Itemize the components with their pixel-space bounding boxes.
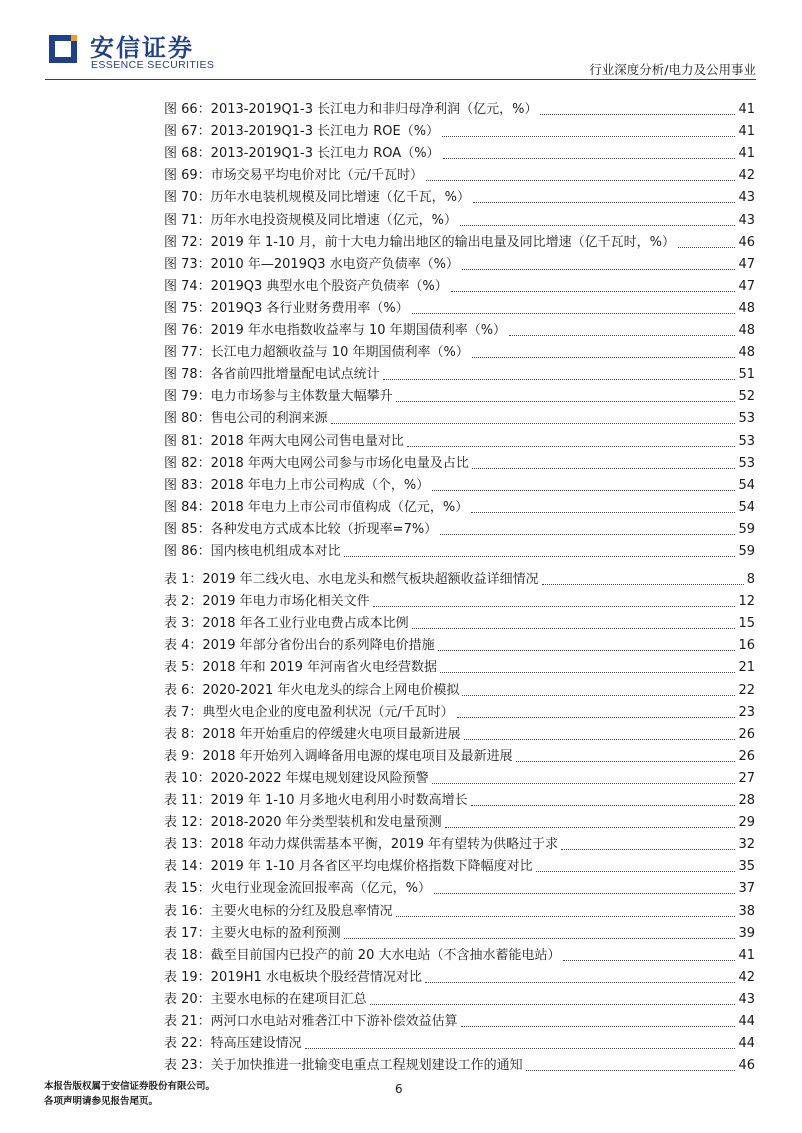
toc-page-number: 8 <box>746 572 755 587</box>
toc-dot-leader <box>438 650 736 651</box>
toc-entry-title: 图 81：2018 年两大电网公司售电量对比 <box>164 433 404 449</box>
figure-toc-entry[interactable] <box>164 208 755 230</box>
toc-entry-title: 图 80：售电公司的利润来源 <box>164 411 328 427</box>
copyright-notice: 本报告版权属于安信证券股份有限公司。 <box>44 1081 216 1092</box>
toc-page-number: 53 <box>738 411 755 427</box>
toc-page-number: 54 <box>738 477 755 493</box>
toc-page-number: 53 <box>738 455 755 471</box>
toc-dot-leader <box>451 291 736 292</box>
toc-dot-leader <box>443 158 736 159</box>
toc-dot-leader <box>412 313 736 314</box>
toc-page-number: 22 <box>738 682 755 698</box>
toc-page-number: 15 <box>738 616 755 632</box>
toc-dot-leader <box>396 401 736 402</box>
figure-toc-entry[interactable] <box>164 97 755 119</box>
table-toc-entry[interactable] <box>164 899 755 921</box>
toc-entry-title: 图 82：2018 年两大电网公司参与市场化电量及占比 <box>164 455 469 471</box>
figure-toc-entry[interactable] <box>164 384 755 406</box>
toc-entry-title: 表 16：主要火电标的分红及股息率情况 <box>164 903 393 919</box>
toc-page-number: 41 <box>738 146 755 162</box>
toc-entry-title: 表 20：主要水电标的在建项目汇总 <box>164 991 367 1007</box>
disclaimer-notice: 各项声明请参见报告尾页。 <box>44 1096 159 1107</box>
toc-dot-leader <box>331 423 736 424</box>
toc-dot-leader <box>678 247 735 248</box>
table-toc-entry[interactable] <box>164 611 755 633</box>
figure-toc-entry[interactable] <box>164 274 755 296</box>
table-toc-entry[interactable] <box>164 1053 755 1075</box>
toc-page-number: 27 <box>738 770 755 786</box>
toc-dot-leader <box>563 960 735 961</box>
toc-dot-leader <box>440 672 735 673</box>
figure-toc-entry[interactable] <box>164 119 755 141</box>
toc-page-number: 43 <box>738 190 755 206</box>
toc-dot-leader <box>412 628 736 629</box>
toc-dot-leader <box>432 783 736 784</box>
toc-dot-leader <box>344 556 736 557</box>
toc-dot-leader <box>472 468 736 469</box>
toc-entry-title: 表 2：2019 年电力市场化相关文件 <box>164 594 370 610</box>
toc-entry-title: 表 8：2018 年开始重启的停缓建火电项目最新进展 <box>164 726 461 742</box>
toc-entry-title: 图 67：2013-2019Q1-3 长江电力 ROE（%） <box>164 124 440 140</box>
table-toc-entry[interactable] <box>164 678 755 700</box>
toc-entry-title: 图 84：2018 年电力上市公司市值构成（亿元，%） <box>164 499 469 515</box>
toc-entry-title: 表 19：2019H1 水电板块个股经营情况对比 <box>164 969 422 985</box>
toc-page-number: 26 <box>738 748 755 764</box>
toc-entry-title: 表 17：主要火电标的盈利预测 <box>164 925 341 941</box>
toc-page-number: 42 <box>738 168 755 184</box>
toc-dot-leader <box>440 534 735 535</box>
toc-page-number: 48 <box>738 345 755 361</box>
toc-page-number: 52 <box>738 389 755 405</box>
toc-page-number: 41 <box>738 947 755 963</box>
figure-toc-entry[interactable] <box>164 539 755 561</box>
toc-page-number: 38 <box>738 903 755 919</box>
toc-dot-leader <box>536 871 736 872</box>
page-number: 6 <box>395 1082 403 1096</box>
figure-toc-entry[interactable] <box>164 185 755 207</box>
toc-entry-title: 图 75：2019Q3 各行业财务费用率（%） <box>164 300 409 316</box>
table-toc-entry[interactable] <box>164 567 755 589</box>
toc-page-number: 41 <box>738 102 755 117</box>
toc-page-number: 46 <box>738 234 755 250</box>
toc-dot-leader <box>461 1026 736 1027</box>
toc-entry-title: 表 4：2019 年部分省份出台的系列降电价措施 <box>164 638 435 654</box>
toc-entry-title: 图 74：2019Q3 典型水电个股资产负债率（%） <box>164 278 448 294</box>
toc-page-number: 43 <box>738 991 755 1007</box>
table-toc-entry[interactable] <box>164 921 755 943</box>
toc-dot-leader <box>462 269 735 270</box>
table-toc-entry[interactable] <box>164 876 755 898</box>
toc-page-number: 26 <box>738 726 755 742</box>
toc-page-number: 59 <box>738 521 755 537</box>
toc-page-number: 44 <box>738 1036 755 1052</box>
toc-dot-leader <box>460 225 735 226</box>
toc-page-number: 48 <box>738 323 755 338</box>
toc-entry-title: 图 85：各种发电方式成本比较（折现率=7%） <box>164 521 438 537</box>
toc-entry-title: 表 9：2018 年开始列入调峰备用电源的煤电项目及最新进展 <box>164 748 513 764</box>
table-toc-entry[interactable] <box>164 854 755 876</box>
toc-dot-leader <box>471 805 736 806</box>
figure-toc-entry[interactable] <box>164 429 755 451</box>
brand-name-cn: 安信证券 <box>90 34 194 62</box>
toc-page-number: 53 <box>738 433 755 449</box>
figure-toc-entry[interactable] <box>164 340 755 362</box>
table-toc-entry[interactable] <box>164 744 755 766</box>
table-toc-entry[interactable] <box>164 832 755 854</box>
toc-page-number: 51 <box>738 367 755 383</box>
toc-dot-leader <box>457 717 736 718</box>
toc-page-number: 46 <box>738 1058 755 1074</box>
toc-entry-title: 图 86：国内核电机组成本对比 <box>164 544 341 559</box>
toc-entry-title: 表 21：两河口水电站对雅砻江中下游补偿效益估算 <box>164 1014 458 1029</box>
figure-toc-entry[interactable] <box>164 252 755 274</box>
toc-entry-title: 表 13：2018 年动力煤供需基本平衡，2019 年有望转为供略过于求 <box>164 837 559 853</box>
toc-dot-leader <box>464 739 736 740</box>
toc-dot-leader <box>305 1048 736 1049</box>
toc-entry-title: 图 79：电力市场参与主体数量大幅攀升 <box>164 389 393 405</box>
toc-dot-leader <box>526 1070 736 1071</box>
toc-dot-leader <box>542 584 744 585</box>
toc-entry-title: 表 12：2018-2020 年分类型装机和发电量预测 <box>164 815 442 831</box>
page-header <box>0 0 802 80</box>
toc-page-number: 12 <box>738 594 755 610</box>
toc-page-number: 59 <box>738 544 755 559</box>
toc-entry-title: 图 77：长江电力超额收益与 10 年期国债利率（%） <box>164 345 469 361</box>
toc-dot-leader <box>426 180 735 181</box>
toc-page-number: 32 <box>738 837 755 853</box>
toc-entry-title: 表 14：2019 年 1-10 月各省区平均电煤价格指数下降幅度对比 <box>164 859 533 875</box>
toc-dot-leader <box>407 446 736 447</box>
toc-entry-title: 图 70：历年水电装机规模及同比增速（亿千瓦，%） <box>164 190 471 206</box>
toc-entry-title: 图 73：2010 年—2019Q3 水电资产负债率（%） <box>164 256 459 272</box>
toc-entry-title: 图 76：2019 年水电指数收益率与 10 年期国债利率（%） <box>164 323 507 338</box>
toc-dot-leader <box>561 849 735 850</box>
toc-entry-title: 图 71：历年水电投资规模及同比增速（亿元，%） <box>164 212 458 228</box>
table-toc-entry[interactable] <box>164 589 755 611</box>
toc-page-number: 37 <box>738 881 755 897</box>
toc-dot-leader <box>373 606 736 607</box>
table-toc-entry[interactable] <box>164 788 755 810</box>
toc-page-number: 39 <box>738 925 755 941</box>
toc-entry-title: 图 68：2013-2019Q1-3 长江电力 ROA（%） <box>164 146 440 162</box>
toc-dot-leader <box>442 136 735 137</box>
table-toc-entry[interactable] <box>164 943 755 965</box>
toc-dot-leader <box>509 335 735 336</box>
toc-dot-leader <box>445 827 736 828</box>
toc-entry-title: 表 5：2018 年和 2019 年河南省火电经营数据 <box>164 660 437 676</box>
table-toc-entry[interactable] <box>164 700 755 722</box>
toc-dot-leader <box>425 982 736 983</box>
table-toc-entry[interactable] <box>164 1009 755 1031</box>
toc-entry-title: 图 78：各省前四批增量配电试点统计 <box>164 367 380 383</box>
toc-dot-leader <box>396 916 736 917</box>
toc-entry-title: 表 11：2019 年 1-10 月多地火电利用小时数高增长 <box>164 793 468 808</box>
toc-page-number: 29 <box>738 815 755 831</box>
toc-dot-leader <box>434 893 735 894</box>
table-toc-entry[interactable] <box>164 987 755 1009</box>
toc-page-number: 44 <box>738 1014 755 1029</box>
toc-entry-title: 表 10：2020-2022 年煤电规划建设风险预警 <box>164 770 429 786</box>
toc-dot-leader <box>471 512 735 513</box>
toc-dot-leader <box>473 202 735 203</box>
table-toc-entry[interactable] <box>164 965 755 987</box>
figure-toc-entry[interactable] <box>164 163 755 185</box>
toc-entry-title: 表 18：截至目前国内已投产的前 20 大水电站（不含抽水蓄能电站） <box>164 947 561 963</box>
figure-toc-entry[interactable] <box>164 296 755 318</box>
report-category: 行业深度分析/电力及公用事业 <box>589 62 756 77</box>
toc-entry-title: 表 15：火电行业现金流回报率高（亿元，%） <box>164 881 432 897</box>
toc-entry-title: 图 72：2019 年 1-10 月，前十大电力输出地区的输出电量及同比增速（亿千瓦时，%） <box>164 234 676 250</box>
toc-entry-title: 图 66：2013-2019Q1-3 长江电力和非归母净利润（亿元，%） <box>164 102 538 117</box>
toc-dot-leader <box>540 114 735 115</box>
toc-dot-leader <box>370 1004 736 1005</box>
toc-page-number: 16 <box>738 638 755 654</box>
table-toc-entry[interactable] <box>164 766 755 788</box>
table-toc-entry[interactable] <box>164 1031 755 1053</box>
table-toc-entry[interactable] <box>164 722 755 744</box>
essence-logo-icon <box>45 31 81 67</box>
toc-page-number: 47 <box>738 256 755 272</box>
toc-page-number: 43 <box>738 212 755 228</box>
toc-page-number: 48 <box>738 300 755 316</box>
toc-page-number: 41 <box>738 124 755 140</box>
toc-entry-title: 表 22：特高压建设情况 <box>164 1036 302 1052</box>
table-toc-entry[interactable] <box>164 633 755 655</box>
toc-dot-leader <box>344 938 736 939</box>
toc-page-number: 28 <box>738 793 755 808</box>
figure-toc-entry[interactable] <box>164 451 755 473</box>
brand-name-en: ESSENCE SECURITIES <box>91 59 215 71</box>
toc-page-number: 42 <box>738 969 755 985</box>
toc-entry-title: 图 83：2018 年电力上市公司构成（个，%） <box>164 477 430 493</box>
toc-dot-leader <box>432 490 735 491</box>
figure-toc-entry[interactable] <box>164 517 755 539</box>
table-toc-entry[interactable] <box>164 810 755 832</box>
toc-page-number: 54 <box>738 499 755 515</box>
toc-dot-leader <box>472 357 736 358</box>
figure-toc-entry[interactable] <box>164 473 755 495</box>
toc-page-number: 21 <box>738 660 755 676</box>
figure-toc-entry[interactable] <box>164 141 755 163</box>
toc-entry-title: 表 7：典型火电企业的度电盈利状况（元/千瓦时） <box>164 704 454 720</box>
toc-dot-leader <box>462 695 735 696</box>
figure-toc-entry[interactable] <box>164 230 755 252</box>
toc-entry-title: 图 69：市场交易平均电价对比（元/千瓦时） <box>164 168 424 184</box>
figure-toc-entry[interactable] <box>164 318 755 340</box>
toc-entry-title: 表 3：2018 年各工业行业电费占成本比例 <box>164 616 409 632</box>
table-toc-entry[interactable] <box>164 655 755 677</box>
toc-page-number: 47 <box>738 278 755 294</box>
figure-toc-entry[interactable] <box>164 362 755 384</box>
toc-dot-leader <box>516 761 736 762</box>
toc-page-number: 23 <box>738 704 755 720</box>
toc-entry-title: 表 6：2020-2021 年火电龙头的综合上网电价模拟 <box>164 682 460 698</box>
figure-toc-entry[interactable] <box>164 406 755 428</box>
toc-entry-title: 表 1：2019 年二线火电、水电龙头和燃气板块超额收益详细情况 <box>164 572 539 587</box>
header-divider <box>45 79 756 80</box>
toc-page-number: 35 <box>738 859 755 875</box>
toc-entry-title: 表 23：关于加快推进一批输变电重点工程规划建设工作的通知 <box>164 1058 523 1074</box>
toc-dot-leader <box>383 379 736 380</box>
figure-toc-entry[interactable] <box>164 495 755 517</box>
